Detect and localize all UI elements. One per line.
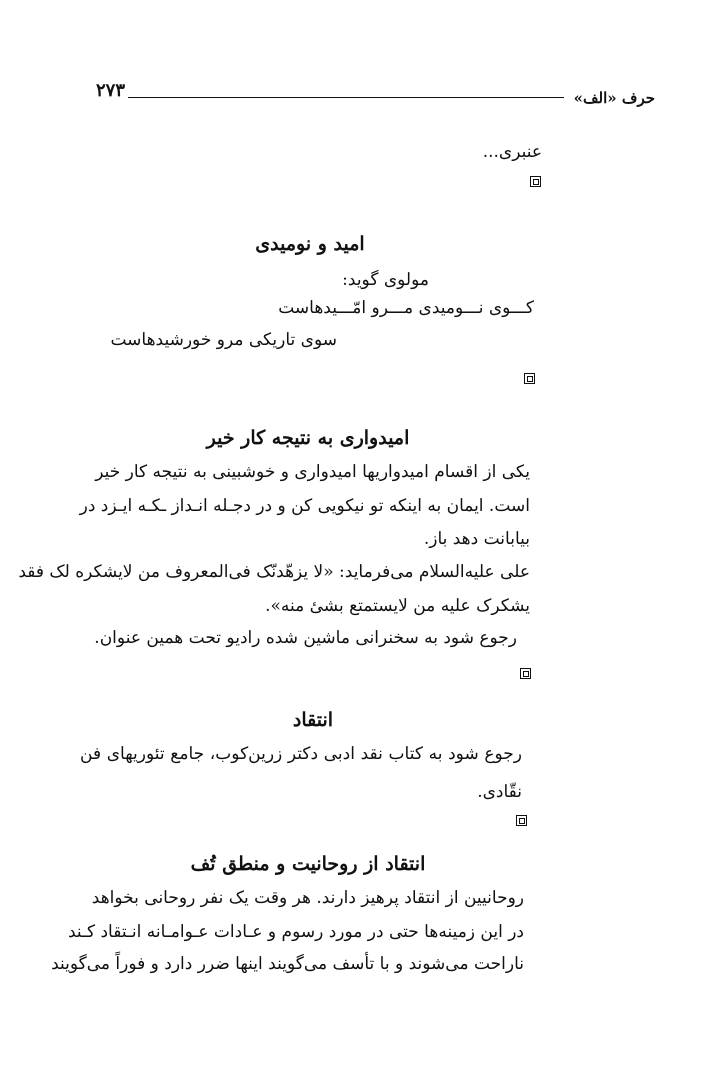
section-heading: امید و نومیدی <box>255 233 365 255</box>
verse-line: کـــوی نـــومیدی مـــرو امّـــیدهاست <box>278 298 534 318</box>
paragraph-line: رجوع شود به کتاب نقد ادبی دکتر زرین‌کوب، جامع تئوریهای فن <box>80 744 522 764</box>
paragraph-line: یشکرک علیه من لایستمتع بشیٔ منه». <box>265 596 530 616</box>
paragraph-line: مولوی گوید: <box>342 270 429 290</box>
section-heading: انتقاد از روحانیت و منطق تُف <box>190 853 426 875</box>
verse-line: سوی تاریکی مرو خورشیدهاست <box>110 330 337 350</box>
paragraph-line: رجوع شود به سخنرانی ماشین شده رادیو تحت همین عنوان. <box>94 628 517 648</box>
header-rule <box>128 97 564 98</box>
paragraph-line: بیابانت دهد باز. <box>423 529 530 549</box>
continued-text: عنبری... <box>482 142 542 162</box>
running-header-title: حرف «الف» <box>573 89 655 107</box>
paragraph-line: یکی از اقسام امیدواریها امیدواری و خوشبینی به نتیجه کار خیر <box>95 462 530 482</box>
page-number: ۲۷۳ <box>96 80 126 101</box>
section-separator-icon <box>524 373 535 384</box>
paragraph-line: روحانیین از انتقاد پرهیز دارند. هر وقت یک نفر روحانی بخواهد <box>91 888 524 908</box>
paragraph-line: در این زمینه‌ها حتی در مورد رسوم و عـادات عـوامـانه انـتقاد کـند <box>67 922 524 942</box>
paragraph-line: ناراحت می‌شوند و با تأسف می‌گویند اینها ضرر دارد و فوراً می‌گویند <box>51 954 524 974</box>
section-separator-icon <box>516 815 527 826</box>
section-heading: انتقاد <box>292 709 334 731</box>
paragraph-line: است. ایمان به اینکه تو نیکویی کن و در دجـله انـداز ـکـه ایـزد در <box>79 496 530 516</box>
section-separator-icon <box>520 668 531 679</box>
paragraph-line: علی علیه‌السلام می‌فرماید: «لا یزهّدنّک فی‌المعروف من لایشکره لک فقد <box>18 562 530 582</box>
paragraph-line: نقّادی. <box>477 782 522 802</box>
section-heading: امیدواری به نتیجه کار خیر <box>206 427 410 449</box>
section-separator-icon <box>530 176 541 187</box>
